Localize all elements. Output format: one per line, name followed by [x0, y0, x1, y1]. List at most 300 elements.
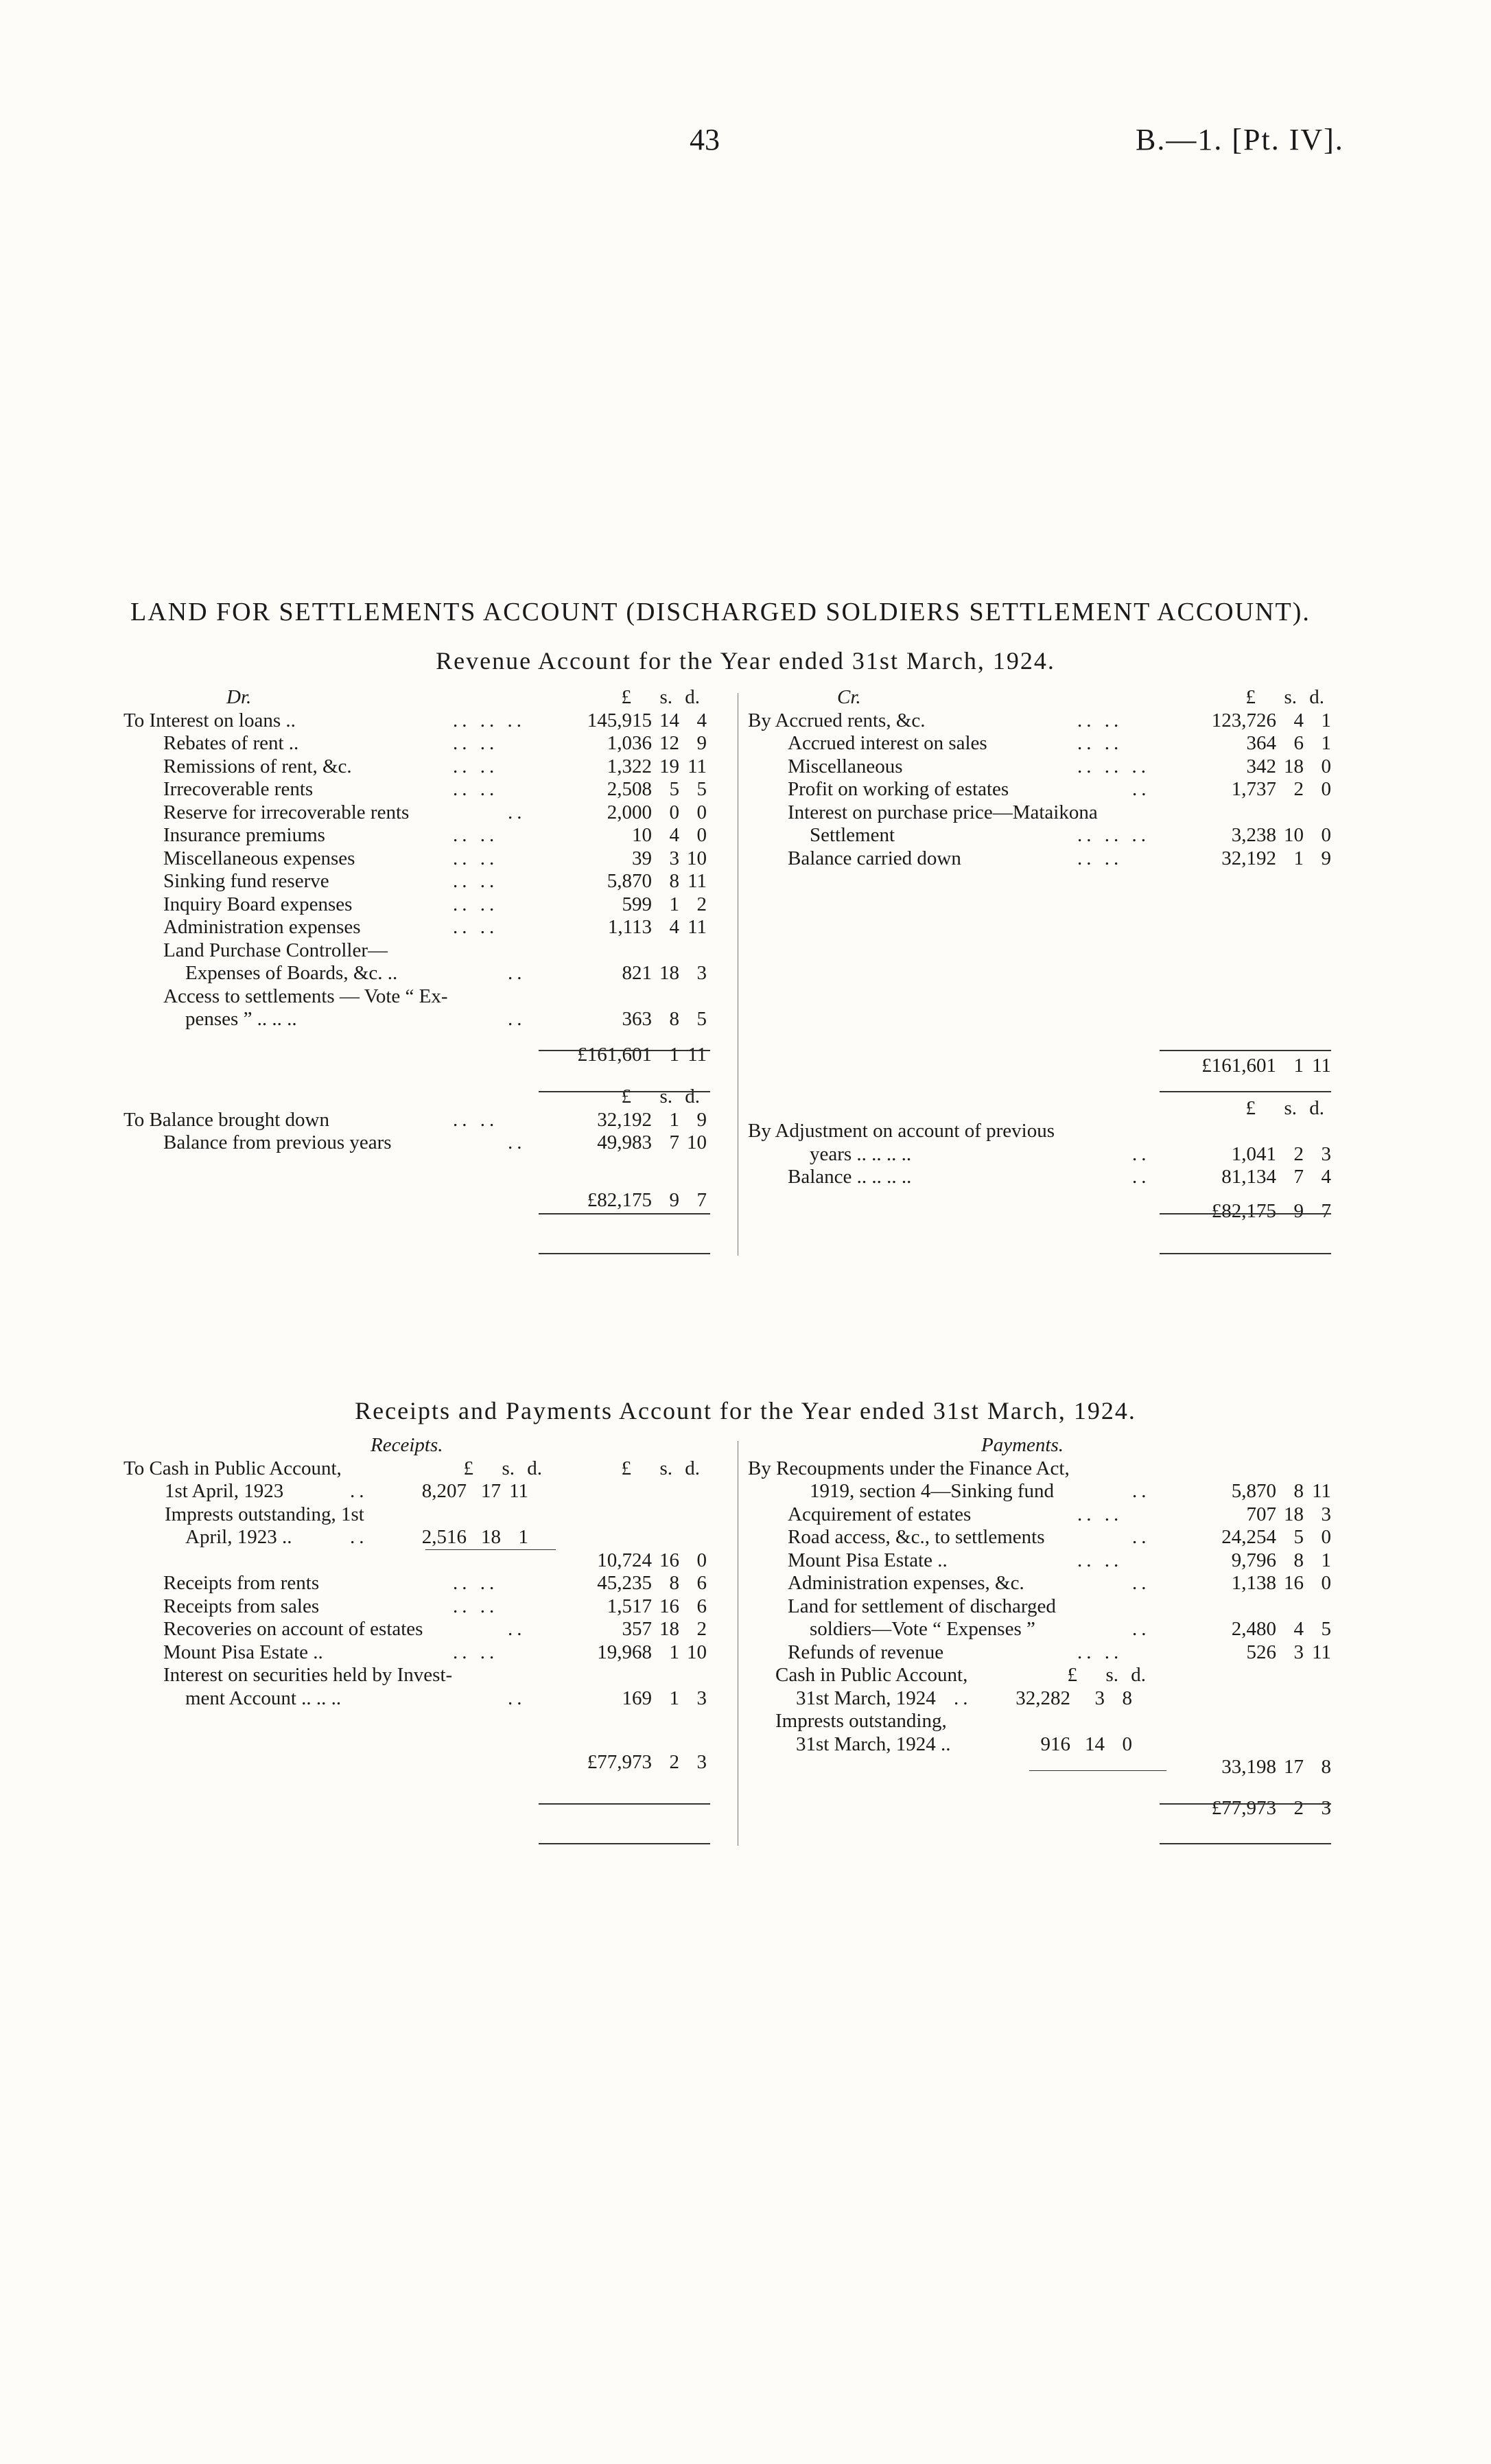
amount-pounds: 1,113 [607, 916, 652, 938]
total-pence: 11 [688, 1043, 707, 1066]
amount-pence: 5 [696, 778, 707, 800]
dots: .. [350, 1480, 368, 1502]
imprest-label: Imprests outstanding, 1st [165, 1503, 364, 1525]
ledger-row [124, 732, 714, 755]
leader-dots: .. [508, 1008, 526, 1030]
close-imprest-date-label: 31st March, 1924 .. [796, 1733, 951, 1755]
ledger-row [748, 1618, 1338, 1641]
amount-pounds: 364 [1246, 732, 1276, 754]
amount-pounds: 363 [622, 1008, 652, 1030]
leader-dots: .. [1132, 1526, 1151, 1548]
leader-dots: .. .. [453, 1641, 499, 1663]
cash-row-1 [124, 1457, 714, 1481]
ledger-row [124, 709, 714, 733]
opening-pence: 0 [696, 1549, 707, 1571]
amount-pence: 3 [696, 1687, 707, 1709]
amount-pounds: 821 [622, 962, 652, 984]
ledger-row [124, 801, 714, 825]
amount-pounds: 599 [622, 893, 652, 915]
amount-pounds: 2,508 [607, 778, 652, 800]
inner-pence-head: d. [527, 1457, 542, 1479]
amount-pence: 9 [696, 1108, 707, 1131]
payments-total-row [748, 1797, 1338, 1820]
ledger-row [124, 1572, 714, 1595]
amount-shillings: 18 [659, 962, 679, 984]
ledger-row [748, 709, 1338, 733]
opening-shillings: 16 [659, 1549, 679, 1571]
close-cash-label: Cash in Public Account, [775, 1664, 968, 1686]
leader-dots: .. .. [453, 870, 499, 892]
amount-pounds: 1,517 [607, 1595, 652, 1617]
ledger-row [124, 755, 714, 779]
row-label: Land for settlement of discharged [788, 1595, 1056, 1617]
amount-shillings: 5 [1293, 1526, 1304, 1548]
ledger-row [748, 1572, 1338, 1595]
cr-heading: Cr. [837, 686, 861, 708]
leader-dots: .. .. .. [1077, 824, 1150, 846]
total-pounds: £161,601 [1201, 1055, 1276, 1077]
leader-dots: .. .. [453, 916, 499, 938]
leader-dots: .. .. [453, 1595, 499, 1617]
ledger-row [124, 1008, 714, 1031]
amount-shillings: 14 [659, 709, 679, 731]
receipts-payments-subtitle: Receipts and Payments Account for the Year ended 31st March, 1924. [355, 1397, 1136, 1424]
receipts-header-row [124, 1434, 714, 1457]
row-label: 1919, section 4—Sinking fund [810, 1480, 1055, 1502]
ledger-row [124, 824, 714, 847]
dr2-total-rule-bottom [539, 1253, 710, 1254]
inner-pence: 0 [1122, 1733, 1132, 1755]
amount-pounds: 3,238 [1231, 824, 1276, 846]
amount-pounds: 19,968 [597, 1641, 652, 1663]
amount-shillings: 0 [669, 801, 679, 823]
leader-dots: .. [1132, 1480, 1151, 1502]
amount-pounds: 342 [1246, 755, 1276, 777]
amount-pence: 10 [687, 847, 707, 869]
total-shillings: 2 [669, 1751, 679, 1773]
total-pounds: £77,973 [587, 1751, 652, 1773]
amount-pence: 6 [696, 1595, 707, 1617]
ledger-row [748, 824, 1338, 847]
opening-pounds: 10,724 [597, 1549, 652, 1571]
receipts-column [124, 1434, 714, 1774]
amount-pounds: 1,041 [1231, 1142, 1276, 1165]
leader-dots: .. [1132, 778, 1151, 800]
row-label: years .. .. .. .. [810, 1142, 912, 1165]
leader-dots: .. .. [453, 824, 499, 846]
payments-header-row [748, 1434, 1338, 1457]
ledger-row [124, 1664, 714, 1687]
row-label: Mount Pisa Estate .. [163, 1641, 323, 1663]
amount-shillings: 7 [1293, 1166, 1304, 1188]
closing-shillings: 17 [1284, 1756, 1304, 1778]
leader-dots: .. [1132, 1142, 1151, 1165]
amount-pounds: 169 [622, 1687, 652, 1709]
row-label: Mount Pisa Estate .. [788, 1549, 948, 1571]
amount-pounds: 49,983 [597, 1131, 652, 1153]
ledger-row [748, 1166, 1338, 1189]
amount-shillings: 16 [659, 1595, 679, 1617]
total-pence: 11 [1312, 1055, 1331, 1077]
inner-pounds: 8,207 [421, 1480, 467, 1502]
leader-dots: .. [508, 962, 526, 984]
dots: .. [350, 1526, 368, 1548]
amount-pence: 11 [688, 755, 707, 777]
amount-pence: 10 [687, 1641, 707, 1663]
leader-dots: .. .. [453, 1108, 499, 1131]
amount-pence: 0 [1321, 824, 1331, 846]
closing-total-row [748, 1756, 1338, 1779]
ledger-row [748, 732, 1338, 755]
amount-shillings: 6 [1293, 732, 1304, 754]
ledger-row [748, 778, 1338, 801]
ledger-row [124, 1109, 714, 1132]
cr2-rows [748, 1120, 1338, 1189]
row-label: Expenses of Boards, &c. .. [185, 962, 398, 984]
amount-pence: 3 [1321, 1503, 1331, 1525]
pound-col-head: £ [621, 686, 631, 708]
pence-col-head-2: d. [1309, 1096, 1324, 1119]
amount-shillings: 4 [1293, 709, 1304, 731]
row-label: Insurance premiums [163, 824, 325, 846]
dr-heading: Dr. [226, 686, 252, 708]
ledger-row [748, 1120, 1338, 1143]
amount-shillings: 1 [669, 1687, 679, 1709]
amount-pence: 1 [1321, 1549, 1331, 1571]
amount-pounds: 2,000 [607, 801, 652, 823]
cash-row-2 [124, 1480, 714, 1503]
imprest-row-2 [124, 1526, 714, 1549]
row-label: Miscellaneous expenses [163, 847, 355, 869]
amount-pence: 11 [688, 916, 707, 938]
amount-pounds: 9,796 [1231, 1549, 1276, 1571]
ledger-row [124, 1595, 714, 1619]
row-label: Settlement [810, 824, 895, 846]
amount-pence: 5 [1321, 1618, 1331, 1640]
inner-pounds: 2,516 [421, 1526, 467, 1548]
amount-pounds: 1,737 [1231, 778, 1276, 800]
row-label: Rebates of rent .. [163, 732, 299, 754]
leader-dots: .. .. [453, 732, 499, 754]
leader-dots: .. .. .. [1077, 755, 1150, 777]
close-cash-date-label: 31st March, 1924 [796, 1687, 936, 1709]
row-label: Recoveries on account of estates [163, 1618, 423, 1640]
ledger-row [748, 755, 1338, 779]
amount-pence: 0 [696, 824, 707, 846]
leader-dots: .. .. [453, 755, 499, 777]
row-label: Miscellaneous [788, 755, 903, 777]
amount-shillings: 8 [1293, 1480, 1304, 1502]
leader-dots: .. [508, 1131, 526, 1153]
ledger-row [748, 1457, 1338, 1481]
amount-shillings: 1 [669, 1108, 679, 1131]
row-label: To Interest on loans .. [124, 709, 296, 731]
ledger-row [124, 962, 714, 985]
total-shillings: 1 [1293, 1055, 1304, 1077]
amount-pounds: 32,192 [597, 1108, 652, 1131]
amount-pounds: 1,322 [607, 755, 652, 777]
amount-pence: 6 [696, 1572, 707, 1594]
row-label: Sinking fund reserve [163, 870, 329, 892]
cash-label: To Cash in Public Account, [124, 1457, 342, 1479]
row-label: Receipts from sales [163, 1595, 320, 1617]
row-label: Land Purchase Controller— [163, 939, 388, 961]
ledger-row [748, 1595, 1338, 1619]
amount-pounds: 2,480 [1231, 1618, 1276, 1640]
amount-shillings: 3 [669, 847, 679, 869]
amount-pence: 11 [1312, 1641, 1331, 1663]
row-label: ment Account .. .. .. [185, 1687, 342, 1709]
row-label: Balance .. .. .. .. [788, 1166, 912, 1188]
opening-inner-rule [425, 1549, 556, 1550]
total-pence: 3 [1321, 1796, 1331, 1819]
ledger-row [124, 847, 714, 871]
row-label: Irrecoverable rents [163, 778, 314, 800]
close-cash-row-2 [748, 1687, 1338, 1711]
payments-heading: Payments. [981, 1434, 1064, 1456]
cash-date-label: 1st April, 1923 [165, 1480, 284, 1502]
amount-pounds: 5,870 [1231, 1480, 1276, 1502]
cr2-total-row [748, 1200, 1338, 1223]
ledger-row [748, 847, 1338, 871]
row-label: penses ” .. .. .. [185, 1008, 297, 1030]
leader-dots: .. .. [1077, 732, 1123, 754]
amount-pounds: 10 [632, 824, 652, 846]
dr-total-rule-top [539, 1050, 710, 1051]
pence-col-head: d. [1309, 686, 1324, 708]
amount-pence: 2 [696, 893, 707, 915]
row-label: soldiers—Vote “ Expenses ” [810, 1618, 1035, 1640]
document-reference: B.—1. [Pt. IV]. [1136, 123, 1344, 156]
amount-pence: 11 [688, 870, 707, 892]
row-label: Remissions of rent, &c. [163, 755, 352, 777]
leader-dots: .. [508, 801, 526, 823]
amount-shillings: 5 [669, 778, 679, 800]
receipts-total-row [124, 1751, 714, 1774]
page-number: 43 [690, 123, 720, 156]
amount-pence: 3 [696, 962, 707, 984]
shilling-col-head: s. [659, 1457, 672, 1479]
amount-shillings: 1 [669, 1641, 679, 1663]
leader-dots: .. [508, 1687, 526, 1709]
leader-dots: .. .. [453, 893, 499, 915]
amount-pounds: 1,138 [1231, 1572, 1276, 1594]
amount-pence: 0 [1321, 778, 1331, 800]
amount-pounds: 39 [632, 847, 652, 869]
leader-dots: .. .. [1077, 1503, 1123, 1525]
amount-pence: 10 [687, 1131, 707, 1153]
inner-pound-head: £ [1067, 1664, 1077, 1686]
row-label: Balance carried down [788, 847, 961, 869]
closing-inner-rule [1029, 1770, 1166, 1771]
cr2-total-rule-top [1160, 1213, 1331, 1215]
dr-rows [124, 709, 714, 1031]
ledger-row [124, 893, 714, 917]
inner-pence: 8 [1122, 1687, 1132, 1709]
amount-shillings: 4 [1293, 1618, 1304, 1640]
leader-dots: .. [1132, 1166, 1151, 1188]
amount-pence: 3 [1321, 1142, 1331, 1165]
close-imprest-row-1 [748, 1710, 1338, 1733]
revenue-cr-column [748, 686, 1338, 1223]
amount-shillings: 12 [659, 732, 679, 754]
row-label: By Adjustment on account of previous [748, 1120, 1055, 1142]
opening-total-row [124, 1549, 714, 1573]
pound-col-head-2: £ [621, 1086, 631, 1107]
inner-pounds: 916 [1040, 1733, 1070, 1755]
ledger-row [748, 801, 1338, 825]
inner-shillings: 14 [1085, 1733, 1105, 1755]
shilling-col-head-2: s. [1284, 1096, 1297, 1119]
dr-header-row [124, 686, 714, 709]
ledger-row [748, 1480, 1338, 1503]
closing-pence: 8 [1321, 1756, 1331, 1778]
total-shillings: 1 [669, 1043, 679, 1066]
leader-dots: .. .. [1077, 1549, 1123, 1571]
row-label: Acquirement of estates [788, 1503, 972, 1525]
amount-shillings: 1 [1293, 847, 1304, 869]
total-shillings: 9 [669, 1188, 679, 1211]
ledger-row [124, 939, 714, 963]
ledger-row [124, 870, 714, 893]
cr2-total-rule-bottom [1160, 1253, 1331, 1254]
amount-shillings: 10 [1284, 824, 1304, 846]
inner-pence-head: d. [1131, 1664, 1146, 1686]
pound-col-head: £ [1245, 686, 1256, 708]
amount-shillings: 18 [659, 1618, 679, 1640]
amount-pence: 4 [1321, 1166, 1331, 1188]
amount-pence: 2 [696, 1618, 707, 1640]
amount-pence: 9 [1321, 847, 1331, 869]
inner-pence: 11 [509, 1480, 528, 1502]
pence-col-head: d. [685, 1457, 700, 1479]
row-label: By Accrued rents, &c. [748, 709, 926, 731]
amount-shillings: 4 [669, 824, 679, 846]
amount-pence: 4 [696, 709, 707, 731]
amount-pounds: 5,870 [607, 870, 652, 892]
row-label: Profit on working of estates [788, 778, 1009, 800]
leader-dots: .. .. [1077, 847, 1123, 869]
total-pounds: £82,175 [587, 1188, 652, 1211]
close-imprest-row-2 [748, 1733, 1338, 1757]
amount-pounds: 707 [1246, 1503, 1276, 1525]
amount-shillings: 18 [1284, 755, 1304, 777]
total-shillings: 2 [1293, 1796, 1304, 1819]
amount-shillings: 2 [1293, 778, 1304, 800]
total-shillings: 9 [1293, 1199, 1304, 1222]
amount-pence: 9 [696, 732, 707, 754]
total-pounds: £77,973 [1211, 1796, 1276, 1819]
dr-total-rule-bottom [539, 1091, 710, 1092]
amount-shillings: 8 [669, 870, 679, 892]
shilling-col-head: s. [1284, 686, 1297, 708]
row-label: Balance from previous years [163, 1131, 392, 1153]
row-label: Administration expenses [163, 916, 361, 938]
row-label: Reserve for irrecoverable rents [163, 801, 410, 823]
row-label: Interest on purchase price—Mataikona [788, 801, 1098, 823]
ledger-row [748, 1143, 1338, 1166]
amount-shillings: 8 [1293, 1549, 1304, 1571]
leader-dots: .. .. .. [453, 709, 526, 731]
ledger-row [748, 1526, 1338, 1549]
imprest-row-1 [124, 1503, 714, 1527]
amount-shillings: 1 [669, 893, 679, 915]
cr-header-row [748, 686, 1338, 709]
dots: .. [954, 1687, 972, 1709]
shilling-col-head-2: s. [659, 1086, 672, 1107]
total-pence: 3 [696, 1751, 707, 1773]
closing-pounds: 33,198 [1221, 1756, 1276, 1778]
amount-pence: 11 [1312, 1480, 1331, 1502]
amount-pence: 0 [1321, 1572, 1331, 1594]
payments-total-rule-top [1160, 1803, 1331, 1805]
pound-col-head: £ [621, 1457, 631, 1479]
amount-pence: 0 [1321, 1526, 1331, 1548]
close-imprest-label: Imprests outstanding, [775, 1710, 947, 1732]
amount-pounds: 32,192 [1221, 847, 1276, 869]
leader-dots: .. .. [453, 1572, 499, 1594]
revenue-dr-column [124, 686, 714, 1212]
row-label: To Balance brought down [124, 1108, 329, 1131]
dr2-total-rule-top [539, 1213, 710, 1215]
amount-pounds: 526 [1246, 1641, 1276, 1663]
ledger-row [748, 1549, 1338, 1573]
cr2-header-row [748, 1097, 1338, 1120]
dr2-rows [124, 1109, 714, 1155]
pence-col-head: d. [685, 686, 700, 708]
row-label: Refunds of revenue [788, 1641, 944, 1663]
inner-shillings: 18 [481, 1526, 501, 1548]
ledger-row [124, 1618, 714, 1641]
imprest-date-label: April, 1923 .. [185, 1526, 292, 1548]
total-pounds: £161,601 [577, 1043, 652, 1066]
amount-pounds: 357 [622, 1618, 652, 1640]
inner-shillings: 3 [1094, 1687, 1105, 1709]
row-label: Road access, &c., to settlements [788, 1526, 1045, 1548]
row-label: Receipts from rents [163, 1572, 320, 1594]
ledger-row [124, 1131, 714, 1155]
leader-dots: .. [1132, 1618, 1151, 1640]
total-pence: 7 [1321, 1199, 1331, 1222]
row-label: Interest on securities held by Invest- [163, 1664, 453, 1686]
ledger-row [124, 1687, 714, 1711]
document-title: LAND FOR SETTLEMENTS ACCOUNT (DISCHARGED SOLDIERS SETTLEMENT ACCOUNT). [130, 598, 1311, 626]
amount-pounds: 123,726 [1211, 709, 1276, 731]
dr2-header-row [124, 1086, 714, 1109]
cr-rows [748, 709, 1338, 871]
row-label: Administration expenses, &c. [788, 1572, 1024, 1594]
leader-dots: .. .. [1077, 1641, 1123, 1663]
inner-shilling-head: s. [1105, 1664, 1118, 1686]
row-label: Inquiry Board expenses [163, 893, 353, 915]
payment-rows [748, 1457, 1338, 1665]
amount-shillings: 3 [1293, 1641, 1304, 1663]
total-pounds: £82,175 [1211, 1199, 1276, 1222]
inner-pounds: 32,282 [1015, 1687, 1070, 1709]
dr2-total-row [124, 1189, 714, 1212]
receipt-rows [124, 1572, 714, 1710]
receipts-heading: Receipts. [371, 1434, 443, 1456]
cr-total-rule-top [1160, 1050, 1331, 1051]
amount-shillings: 2 [1293, 1142, 1304, 1165]
amount-pounds: 24,254 [1221, 1526, 1276, 1548]
revenue-account-subtitle: Revenue Account for the Year ended 31st March, 1924. [436, 647, 1055, 674]
leader-dots: .. [1132, 1572, 1151, 1594]
amount-pounds: 1,036 [607, 732, 652, 754]
row-label: By Recoupments under the Finance Act, [748, 1457, 1070, 1479]
close-cash-row-1 [748, 1664, 1338, 1687]
amount-shillings: 8 [669, 1008, 679, 1030]
